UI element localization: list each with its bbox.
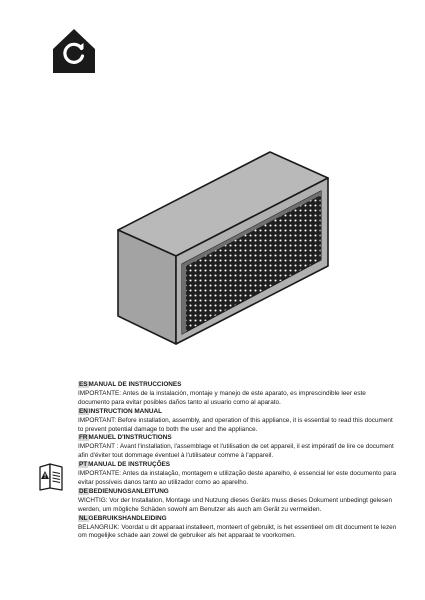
section-fr xyxy=(78,434,398,461)
section-title: BEDIENUNGSANLEITUNG xyxy=(88,487,169,495)
language-code: EN xyxy=(79,407,88,415)
read-manual-warning-icon xyxy=(38,462,64,492)
section-title: INSTRUCTION MANUAL xyxy=(88,407,163,415)
section-title: MANUEL D'INSTRUCTIONS xyxy=(88,434,172,442)
section-text: IMPORTANTE: Antes de la instalación, montaje y manejo de este aparato, es imprescindible leer este documento para evitar posibles daños tanto al usuario como al aparato. xyxy=(78,389,366,406)
section-en xyxy=(78,408,398,435)
language-code: FR xyxy=(79,434,88,442)
section-text: IMPORTANT : Avant l'installation, l'assemblage et l'utilisation de cet appareil, il est impératif de lire ce document afin d'éviter tout dommage éventuel à l'utilisateur comme à l'appareil. xyxy=(78,443,394,460)
language-code: ES xyxy=(79,381,88,388)
section-de xyxy=(78,488,398,515)
section-text: WICHTIG: Vor der Installation, Montage und Nutzung dieses Geräts muss dieses Dokument unbedingt gelesen werden, um mögliche Schäden sowohl am Benutzer als auch am Gerät zu vermeiden. xyxy=(78,496,393,513)
language-code: DE xyxy=(79,487,88,495)
language-code: NL xyxy=(79,514,88,522)
section-title: MANUAL DE INSTRUCCIONES xyxy=(88,381,182,388)
section-title: GEBRUIKSHANDLEIDING xyxy=(88,514,167,522)
section-title: MANUAL DE INSTRUÇÕES xyxy=(88,461,171,469)
section-text: BELANGRIJK: Voordat u dit apparaat installeert, monteert of gebruikt, is het essentieel om dit document te lezen om mogelijke schade aan zowel de gebruiker als het apparaat te voorkomen. xyxy=(78,523,397,540)
section-es xyxy=(78,381,398,408)
house-refresh-icon xyxy=(52,28,96,74)
section-text: IMPORTANTE: Antes da instalação, montagem e utilização deste aparelho, é essencial ler este documento para evitar possíveis danos tanto ao utilizador como ao aparelho. xyxy=(78,470,397,486)
language-code: PT xyxy=(79,461,88,469)
filter-cartridge-illustration xyxy=(108,148,336,356)
section-nl xyxy=(78,515,398,542)
section-text: IMPORTANT: Before installation, assembly, and operation of this appliance, it is essential to read this document to prevent potential damage to both the user and the appliance. xyxy=(78,416,393,433)
section-pt xyxy=(78,461,398,488)
manual-warnings xyxy=(78,381,398,541)
